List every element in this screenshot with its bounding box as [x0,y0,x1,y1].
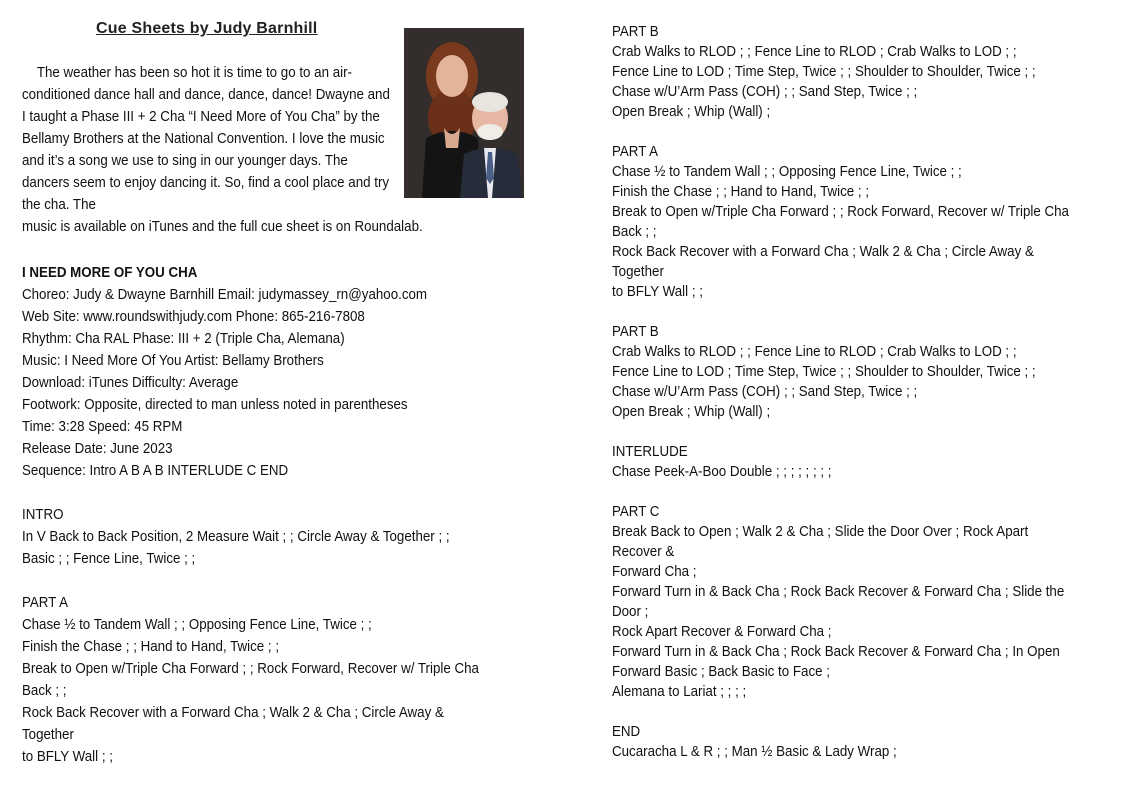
page-title: Cue Sheets by Judy Barnhill [96,20,318,37]
intro-paragraph-tail [22,216,542,238]
intro-paragraph [22,62,394,216]
section-heading-part-b: PART B [612,24,659,40]
section-heading-part-b: PART B [612,324,659,340]
cue-line: Alemana to Lariat ; ; ; ; [612,684,747,700]
dance-heading: I NEED MORE OF YOU CHA [22,265,198,281]
info-line-time: Time: 3:28 Speed: 45 RPM [22,419,183,435]
intro-tail-text: music is available on iTunes and the full cue sheet is on Roundalab. [22,219,423,235]
cue-line: Back ; ; [22,683,67,699]
cue-line: to BFLY Wall ; ; [22,749,113,765]
cue-line: Basic ; ; Fence Line, Twice ; ; [22,551,196,567]
cue-line: Chase w/U’Arm Pass (COH) ; ; Sand Step, Twice ; ; [612,84,918,100]
dance-info-block [22,262,500,768]
intro-text: The weather has been so hot it is time to go to an air-conditioned dance hall and dance, dance, dance! Dwayne and I taught a Phase III + 2 Cha “I Need More of You Cha” by the Bellamy Brothers at the National Convention. I love the music and it’s a song we use to sing in our younger days. The dancers seem to enjoy dancing it. So, find a cool place and try the cha. The [22,65,390,213]
info-line-footwork: Footwork: Opposite, directed to man unless noted in parentheses [22,397,408,413]
section-heading-intro: INTRO [22,507,64,523]
right-column [612,22,1122,762]
cue-line: Rock Back Recover with a Forward Cha ; Walk 2 & Cha ; Circle Away & [22,705,444,721]
cue-line: Finish the Chase ; ; Hand to Hand, Twice ; ; [612,184,870,200]
cue-line: Door ; [612,604,649,620]
cue-line: Together [22,727,74,743]
section-heading-end: END [612,724,641,740]
author-photo [404,28,524,198]
cue-line: Chase ½ to Tandem Wall ; ; Opposing Fence Line, Twice ; ; [22,617,372,633]
cue-line: Rock Back Recover with a Forward Cha ; Walk 2 & Cha ; Circle Away & [612,244,1034,260]
left-column [22,262,542,768]
cue-line: Chase ½ to Tandem Wall ; ; Opposing Fence Line, Twice ; ; [612,164,962,180]
cue-line: In V Back to Back Position, 2 Measure Wait ; ; Circle Away & Together ; ; [22,529,450,545]
cue-line: Crab Walks to RLOD ; ; Fence Line to RLOD ; Crab Walks to LOD ; ; [612,344,1017,360]
cue-line: Forward Cha ; [612,564,697,580]
cue-line: Together [612,264,664,280]
cue-line: Forward Turn in & Back Cha ; Rock Back Recover & Forward Cha ; Slide the [612,584,1065,600]
section-heading-part-a: PART A [22,595,68,611]
cue-line: Crab Walks to RLOD ; ; Fence Line to RLOD ; Crab Walks to LOD ; ; [612,44,1017,60]
cue-line: to BFLY Wall ; ; [612,284,703,300]
cue-line: Open Break ; Whip (Wall) ; [612,404,771,420]
cue-line: Forward Turn in & Back Cha ; Rock Back Recover & Forward Cha ; In Open [612,644,1060,660]
cue-line: Fence Line to LOD ; Time Step, Twice ; ; Shoulder to Shoulder, Twice ; ; [612,364,1036,380]
section-heading-part-a: PART A [612,144,658,160]
info-line-download: Download: iTunes Difficulty: Average [22,375,239,391]
cue-line: Cucaracha L & R ; ; Man ½ Basic & Lady Wrap ; [612,744,897,760]
info-line-website: Web Site: www.roundswithjudy.com Phone: 865-216-7808 [22,309,365,325]
cue-line: Back ; ; [612,224,657,240]
cue-line: Fence Line to LOD ; Time Step, Twice ; ; Shoulder to Shoulder, Twice ; ; [612,64,1036,80]
cue-line: Break to Open w/Triple Cha Forward ; ; Rock Forward, Recover w/ Triple Cha [22,661,479,677]
cue-line: Finish the Chase ; ; Hand to Hand, Twice ; ; [22,639,280,655]
cue-line: Recover & [612,544,675,560]
info-line-release: Release Date: June 2023 [22,441,173,457]
info-line-choreo: Choreo: Judy & Dwayne Barnhill Email: judymassey_rn@yahoo.com [22,287,428,303]
cue-line: Open Break ; Whip (Wall) ; [612,104,771,120]
cue-line: Rock Apart Recover & Forward Cha ; [612,624,832,640]
cue-line: Chase w/U’Arm Pass (COH) ; ; Sand Step, Twice ; ; [612,384,918,400]
section-heading-interlude: INTERLUDE [612,444,688,460]
info-line-sequence: Sequence: Intro A B A B INTERLUDE C END [22,463,289,479]
cue-line: Break Back to Open ; Walk 2 & Cha ; Slide the Door Over ; Rock Apart [612,524,1029,540]
info-line-music: Music: I Need More Of You Artist: Bellamy Brothers [22,353,324,369]
couple-photo-image [404,28,524,198]
cue-line: Forward Basic ; Back Basic to Face ; [612,664,830,680]
cue-line: Chase Peek-A-Boo Double ; ; ; ; ; ; ; ; [612,464,832,480]
cue-sections-block [612,22,1081,762]
cue-line: Break to Open w/Triple Cha Forward ; ; Rock Forward, Recover w/ Triple Cha [612,204,1069,220]
section-heading-part-c: PART C [612,504,660,520]
info-line-rhythm: Rhythm: Cha RAL Phase: III + 2 (Triple Cha, Alemana) [22,331,345,347]
